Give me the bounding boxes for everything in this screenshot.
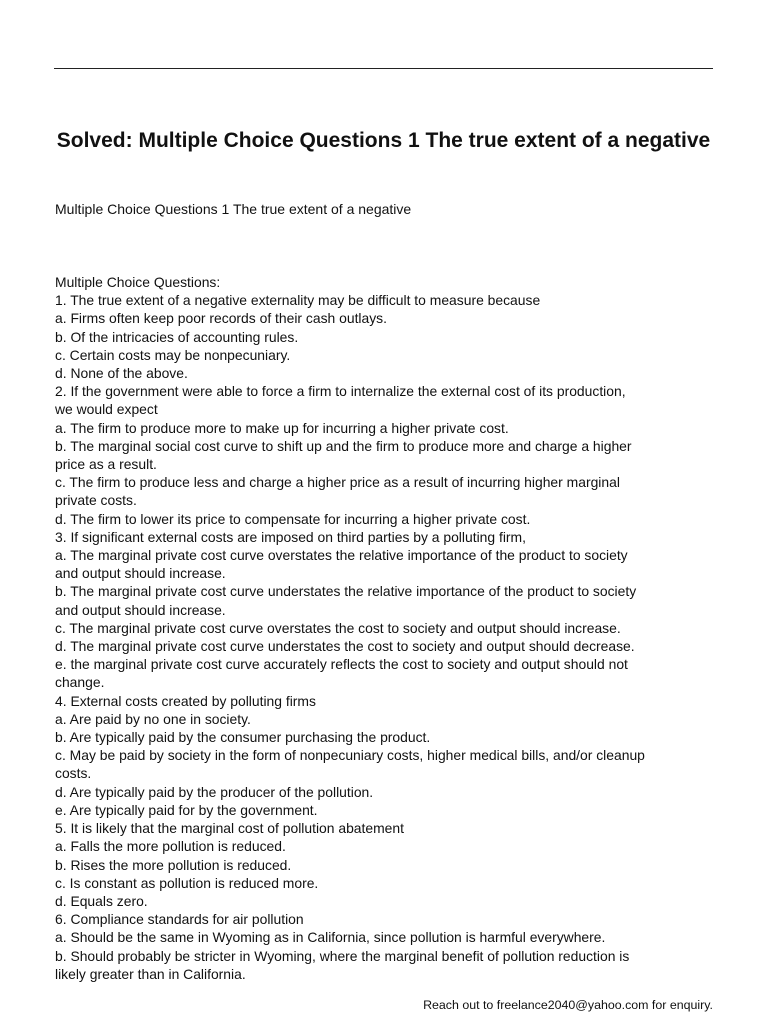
text-line: 2. If the government were able to force a firm to internalize the external cost of its production, (55, 383, 626, 400)
text-line: price as a result. (55, 456, 157, 473)
text-line: d. None of the above. (55, 365, 188, 382)
text-line: d. Equals zero. (55, 892, 148, 909)
text-line: b. Rises the more pollution is reduced. (55, 856, 292, 873)
text-line: a. Are paid by no one in society. (55, 710, 251, 727)
text-line: b. The marginal private cost curve understates the relative importance of the product to society (55, 583, 637, 600)
text-line: a. Should be the same in Wyoming as in California, since pollution is harmful everywhere. (55, 929, 606, 946)
text-line: and output should increase. (55, 601, 226, 618)
text-line: 5. It is likely that the marginal cost of pollution abatement (55, 820, 404, 837)
text-line: a. Firms often keep poor records of their cash outlays. (55, 310, 387, 327)
text-line: c. The marginal private cost curve overstates the cost to society and output should increase. (55, 619, 621, 636)
text-line: d. The marginal private cost curve understates the cost to society and output should decrease. (55, 638, 635, 655)
text-line: e. Are typically paid for by the government. (55, 801, 318, 818)
text-line: d. The firm to lower its price to compensate for incurring a higher private cost. (55, 510, 531, 527)
text-line: and output should increase. (55, 565, 226, 582)
footer-contact-note: Reach out to freelance2040@yahoo.com for enquiry. (423, 998, 713, 1012)
text-line: a. Falls the more pollution is reduced. (55, 838, 286, 855)
text-line: b. Of the intricacies of accounting rules. (55, 328, 299, 345)
text-line: a. The marginal private cost curve overstates the relative importance of the product to society (55, 547, 628, 564)
text-line: we would expect (55, 401, 158, 418)
text-line: costs. (55, 765, 92, 782)
text-line: b. Are typically paid by the consumer purchasing the product. (55, 729, 431, 746)
header-divider (54, 68, 713, 69)
text-line: c. Is constant as pollution is reduced more. (55, 874, 319, 891)
text-line: c. Certain costs may be nonpecuniary. (55, 346, 291, 363)
text-line: d. Are typically paid by the producer of the pollution. (55, 783, 374, 800)
text-line: e. the marginal private cost curve accurately reflects the cost to society and output should not (55, 656, 628, 673)
text-line: likely greater than in California. (55, 965, 246, 982)
text-line: b. Should probably be stricter in Wyoming, where the marginal benefit of pollution reduction is (55, 947, 630, 964)
text-line: 1. The true extent of a negative externality may be difficult to measure because (55, 292, 541, 309)
text-line: 4. External costs created by polluting firms (55, 692, 316, 709)
text-line: 3. If significant external costs are imposed on third parties by a polluting firm, (55, 528, 526, 545)
text-line: c. May be paid by society in the form of nonpecuniary costs, higher medical bills, and/or cleanup (55, 747, 645, 764)
page-title: Solved: Multiple Choice Questions 1 The true extent of a negative (56, 129, 711, 152)
text-line: c. The firm to produce less and charge a higher price as a result of incurring higher marginal (55, 474, 620, 491)
text-line: b. The marginal social cost curve to shift up and the firm to produce more and charge a higher (55, 437, 632, 454)
question-text (55, 273, 723, 983)
document-summary: Multiple Choice Questions 1 The true extent of a negative (55, 201, 412, 217)
text-line: 6. Compliance standards for air pollution (55, 911, 304, 928)
text-line: a. The firm to produce more to make up for incurring a higher private cost. (55, 419, 509, 436)
text-line: change. (55, 674, 105, 691)
text-line: Multiple Choice Questions: (55, 274, 221, 290)
text-line: private costs. (55, 492, 137, 509)
